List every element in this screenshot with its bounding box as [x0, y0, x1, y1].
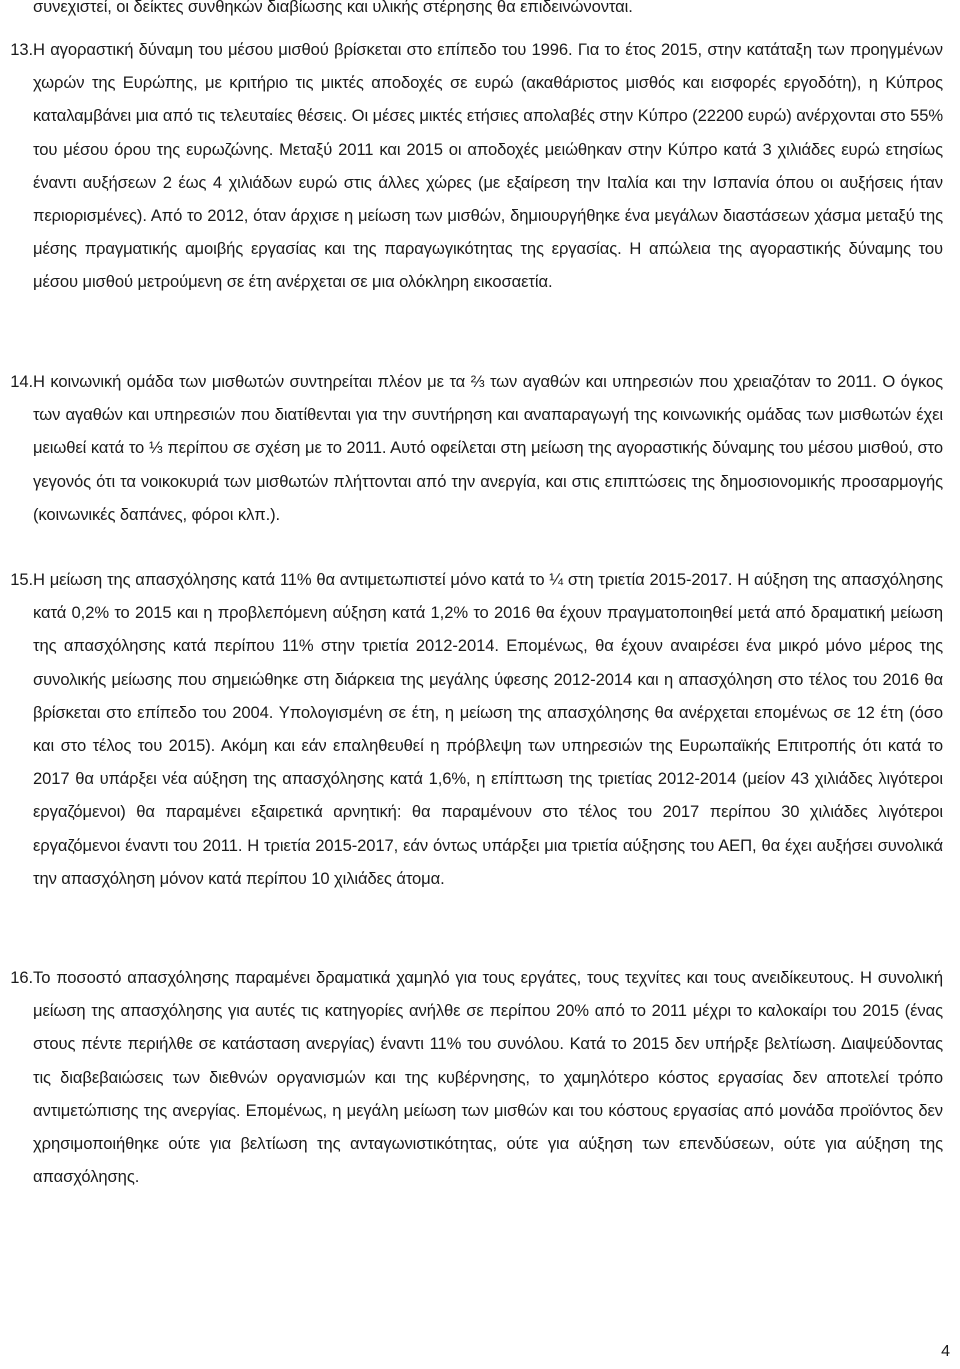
item-number: 13. [10, 40, 33, 59]
item-text: Η αύξηση της απασχόλησης κατά 0,2% το 2015 και η προβλεπόμενη αύξηση κατά 1,2% το 2016 θα έχουν πραγματοποιηθεί μετά από δραματική μείωση της απασχόλησης κατά περίπου 11% στην τριετία 2012-2014. Επομένως, θα έχουν αναιρέσει ένα μικρό μόνο μέρος της συνολικής μείωσης που σημειώθηκε στη διάρκεια της μεγάλης ύφεσης 2012-2014 και η απασχόληση στο τέλος του 2016 θα βρίσκεται στο επίπεδο του 2004. Υπολογισμένη σε έτη, η μείωση της απασχόλησης θα ανέρχεται επομένως σε 12 έτη (όσο και στο τέλος του 2015). Ακόμη και εάν επαληθευθεί η πρόβλεψη των υπηρεσιών της Ευρωπαϊκής Επιτροπής ότι κατά το 2017 θα υπάρξει νέα αύξηση της απασχόλησης κατά 1,6%, η επίπτωση της τριετίας 2012-2014 (μείον 43 χιλιάδες λιγότεροι εργαζόμενοι) θα παραμένει εξαιρετικά αρνητική: θα παραμένουν στο τέλος του 2017 περίπου 30 χιλιάδες λιγότεροι εργαζόμενοι έναντι του 2011. Η τριετία 2015-2017, εάν όντως υπάρξει μια τριετία αύξησης του ΑΕΠ, θα έχει αυξήσει συνολικά την απασχόληση μόνον κατά περίπου 10 χιλιάδες άτομα. [33, 570, 943, 888]
item-body [33, 961, 943, 1193]
item-text: Η συνολική μείωση της απασχόλησης για αυτές τις κατηγορίες ανήλθε σε περίπου 20% από το 2011 μέχρι το καλοκαίρι του 2015 (ένας στους πέντε περιήλθε σε κατάσταση ανεργίας) έναντι 11% του συνόλου. Κατά το 2015 δεν υπήρξε βελτίωση. Διαψεύδοντας τις διαβεβαιώσεις των διεθνών οργανισμών και της κυβέρνησης, το χαμηλότερο κόστος εργασίας δεν αποτελεί τρόπο αντιμετώπισης της ανεργίας. Επομένως, η μεγάλη μείωση των μισθών και του κόστους εργασίας από μονάδα προϊόντος δεν χρησιμοποιήθηκε ούτε για βελτίωση της ανταγωνιστικότητας, ούτε για αύξηση των επενδύσεων, ούτε για αύξηση της απασχόλησης. [33, 968, 943, 1187]
item-number: 15. [10, 570, 33, 589]
continuation-line: συνεχιστεί, οι δείκτες συνθηκών διαβίωσης και υλικής στέρησης θα επιδεινώνονται. [33, 0, 633, 16]
list-item-14 [0, 365, 943, 531]
item-headline: Το ποσοστό απασχόλησης παραμένει δραματικά χαμηλό για τους εργάτες, τους τεχνίτες και τους ανειδίκευτους. [33, 968, 855, 987]
item-number: 16. [10, 968, 33, 987]
list-item-15 [0, 563, 943, 895]
item-headline: Η αγοραστική δύναμη του μέσου μισθού βρίσκεται στο επίπεδο του 1996. [33, 40, 573, 59]
item-number: 14. [10, 372, 33, 391]
item-headline: Η μείωση της απασχόλησης κατά 11% θα αντιμετωπιστεί μόνο κατά το ¼ στη τριετία 2015-2017. [33, 570, 733, 589]
item-text: Για το έτος 2015, στην κατάταξη των προηγμένων χωρών της Ευρώπης, με κριτήριο τις μικτές αποδοχές σε ευρώ (ακαθάριστος μισθός και εισφορές εργοδότη), η Κύπρος καταλαμβάνει μια από τις τελευταίες θέσεις. Οι μέσες μικτές ετήσιες απολαβές στην Κύπρο (22200 ευρώ) ανέρχονται στο 55% του μέσου όρου της ευρωζώνης. Μεταξύ 2011 και 2015 οι αποδοχές μειώθηκαν στην Κύπρο κατά 3 χιλιάδες ευρώ ετησίως έναντι αυξήσεων 2 έως 4 χιλιάδων ευρώ στις άλλες χώρες (με εξαίρεση την Ιταλία και την Ισπανία όπου οι αυξήσεις ήταν περιορισμένες). Από το 2012, όταν άρχισε η μείωση των μισθών, δημιουργήθηκε ένα μεγάλων διαστάσεων χάσμα μεταξύ της μέσης πραγματικής αμοιβής εργασίας και της παραγωγικότητας της εργασίας. Η απώλεια της αγοραστικής δύναμης του μέσου μισθού μετρούμενη σε έτη ανέρχεται σε μια ολόκληρη εικοσαετία. [33, 40, 944, 292]
list-item-13 [0, 33, 943, 299]
item-body [33, 563, 943, 895]
item-body [33, 33, 943, 299]
item-body [33, 365, 943, 531]
item-text: Ο όγκος των αγαθών και υπηρεσιών που διατίθενται για την συντήρηση και αναπαραγωγή της κοινωνικής ομάδας των μισθωτών έχει μειωθεί κατά το ⅓ περίπου σε σχέση με το 2011. Αυτό οφείλεται στη μείωση της αγοραστικής δύναμης του μέσου μισθού, στο γεγονός ότι τα νοικοκυριά των μισθωτών πλήττονται από την ανεργία, και στις επιπτώσεις της δημοσιονομικής προσαρμογής (κοινωνικές δαπάνες, φόροι κλπ.). [33, 372, 943, 524]
list-item-16 [0, 961, 943, 1193]
item-headline: Η κοινωνική ομάδα των μισθωτών συντηρείται πλέον με τα ⅔ των αγαθών και υπηρεσιών που χρειαζόταν το 2011. [33, 372, 877, 391]
page-number: 4 [941, 1343, 950, 1360]
